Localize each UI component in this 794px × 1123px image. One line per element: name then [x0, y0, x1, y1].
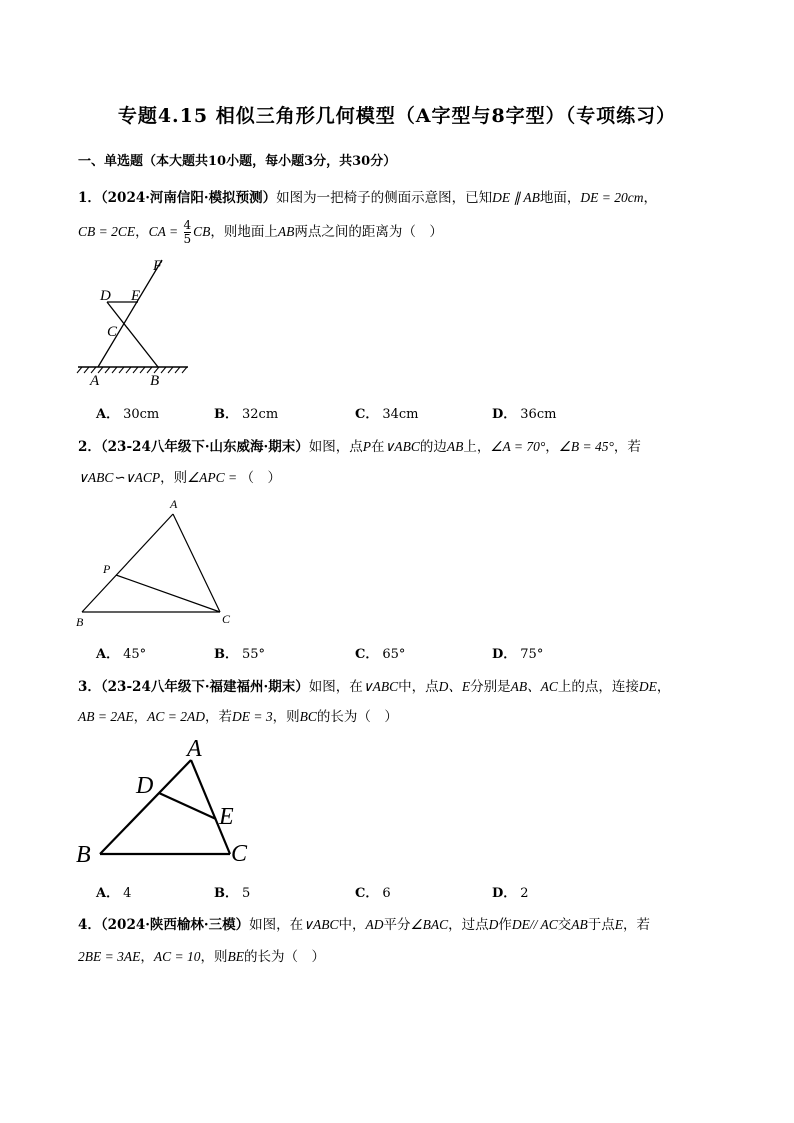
q4-math: DE// AC: [511, 917, 558, 932]
q1-text: 两点之间的距离为（ ）: [294, 224, 443, 240]
q1-line1: [78, 186, 657, 206]
q3-text: 的长为（ ）: [316, 709, 398, 725]
q4-text: 平分: [383, 917, 411, 933]
fraction-numerator: 4: [183, 218, 192, 232]
q3-math: AC = 2AD: [147, 709, 205, 724]
q4-text: 如图，在: [249, 917, 304, 933]
q1-math: DE ∥ AB: [492, 190, 540, 205]
q1-option-d[interactable]: D． 36cm: [492, 407, 557, 422]
label-e: E: [219, 804, 234, 830]
q2-number: 2．: [78, 439, 101, 455]
q1-source: （2024·河南信阳·模拟预测）: [100, 190, 277, 206]
q3-math: DE: [638, 679, 657, 694]
q2-math: AB: [446, 439, 464, 454]
q1-math: DE = 20cm: [580, 190, 644, 205]
q3-text: 如图，在: [308, 679, 363, 695]
q2-line2: [78, 466, 281, 486]
q4-text: 中，: [338, 917, 366, 933]
q3-figure: [70, 732, 270, 872]
q2-option-d[interactable]: D． 75°: [492, 647, 544, 662]
q2-text: 的边: [419, 439, 447, 455]
q4-text: 于点: [587, 917, 615, 933]
q3-text: 中，点: [398, 679, 439, 695]
q1-option-b[interactable]: B． 32cm: [214, 407, 279, 422]
q4-line2: [78, 945, 325, 965]
q3-math: D、E: [438, 679, 471, 694]
label-a: A: [187, 736, 202, 762]
q3-option-c[interactable]: C． 6: [355, 886, 391, 901]
q2-option-c[interactable]: C． 65°: [355, 647, 406, 662]
q3-text: 分别是: [470, 679, 511, 695]
q1-number: 1．: [78, 190, 101, 206]
q3-math: DE = 3: [231, 709, 273, 724]
fraction-denominator: 5: [183, 232, 192, 246]
q4-text: 作: [498, 917, 512, 933]
q3-line1: [78, 675, 670, 695]
q4-text: ，过点: [448, 917, 489, 933]
q2-math: ∨ABC: [384, 439, 420, 454]
label-c: C: [222, 612, 231, 626]
q4-math: 2BE = 3AE: [78, 949, 141, 964]
q1-text: 如图为一把椅子的侧面示意图，已知: [276, 190, 493, 206]
q3-text: 上的点，连接: [557, 679, 639, 695]
q1-math: CB: [193, 224, 211, 239]
q4-math: ∠BAC: [410, 917, 449, 932]
q4-text: 交: [557, 917, 572, 933]
q3-math: BC: [299, 709, 317, 724]
section-heading: 一、单选题（本大题共10小题，每小题3分，共30分）: [78, 154, 397, 169]
q3-math: ∨ABC: [362, 679, 399, 694]
label-b: B: [76, 615, 84, 629]
q2-option-b[interactable]: B． 55°: [214, 647, 266, 662]
q3-text: ，则: [272, 709, 300, 725]
side-ab: [82, 514, 173, 612]
q4-math: ∨ABC: [303, 917, 339, 932]
q1-text: 地面，: [539, 190, 581, 206]
q1-text: ，: [643, 190, 657, 206]
q2-text: 如图，点: [308, 439, 363, 455]
q2-text: ，则: [160, 470, 188, 486]
q1-option-a[interactable]: A． 30cm: [96, 407, 160, 422]
label-b: B: [150, 373, 160, 389]
q3-source: （23-24八年级下·福建福州·期末）: [100, 679, 309, 695]
label-p: P: [103, 562, 111, 576]
q1-figure: [70, 250, 200, 390]
label-c: C: [107, 324, 118, 340]
q4-text: ，则: [200, 949, 228, 965]
q3-line2: [78, 705, 398, 725]
q3-math: AB = 2AE: [78, 709, 134, 724]
q1-math: CA =: [148, 224, 182, 239]
q4-math: AD: [365, 917, 384, 932]
label-d: D: [100, 288, 111, 304]
q3-option-d[interactable]: D． 2: [492, 886, 529, 901]
q2-math: ∨ABC∽∨ACP: [78, 470, 161, 485]
q2-math: ∠B = 45°: [558, 439, 614, 454]
q2-text: 上，: [463, 439, 491, 455]
label-b: B: [76, 842, 91, 868]
q3-text: ，若: [204, 709, 232, 725]
q2-math: P: [362, 439, 371, 454]
q2-option-a[interactable]: A． 45°: [96, 647, 147, 662]
label-c: C: [231, 841, 248, 867]
q3-option-b[interactable]: B． 5: [214, 886, 251, 901]
label-a: A: [90, 373, 100, 389]
q1-math: AB: [277, 224, 295, 239]
page-title: 专题4.15 相似三角形几何模型（A字型与8字型）（专项练习）: [117, 105, 677, 127]
q4-text: 的长为（ ）: [243, 949, 325, 965]
q1-fraction: [184, 219, 192, 246]
q3-option-a[interactable]: A． 4: [96, 886, 132, 901]
q4-source: （2024·陕西榆林·三模）: [100, 917, 250, 933]
q2-text: ，: [545, 439, 559, 455]
q4-math: E: [614, 917, 624, 932]
q4-math: D: [488, 917, 499, 932]
q1-math: CB = 2CE: [78, 224, 136, 239]
q1-text: ，: [135, 224, 149, 240]
q2-text: 在: [370, 439, 385, 455]
segment-af: [98, 260, 162, 367]
q1-line2: [78, 219, 443, 246]
q2-figure: [70, 495, 250, 635]
label-d: D: [136, 773, 154, 799]
q2-source: （23-24八年级下·山东威海·期末）: [100, 439, 309, 455]
q4-number: 4．: [78, 917, 101, 933]
label-e: E: [131, 288, 141, 304]
q2-text: （ ）: [240, 470, 282, 486]
q2-math: ∠A = 70°: [490, 439, 546, 454]
q1-text: ，则地面上: [210, 224, 278, 240]
label-f: F: [153, 258, 163, 274]
q4-text: ，: [140, 949, 154, 965]
q4-math: AB: [571, 917, 588, 932]
q3-text: ，: [656, 679, 671, 695]
q1-option-c[interactable]: C． 34cm: [355, 407, 419, 422]
q4-math: AC = 10: [153, 949, 201, 964]
q3-math: AB、AC: [510, 679, 558, 694]
q2-text: ，若: [613, 439, 641, 455]
q4-math: BE: [227, 949, 244, 964]
q3-text: ，: [133, 709, 148, 725]
q2-line1: [78, 435, 641, 455]
q4-text: ，若: [623, 917, 651, 933]
label-a: A: [170, 497, 178, 511]
q3-number: 3．: [78, 679, 101, 695]
q4-line1: [78, 913, 650, 933]
q2-math: ∠APC =: [187, 470, 241, 485]
